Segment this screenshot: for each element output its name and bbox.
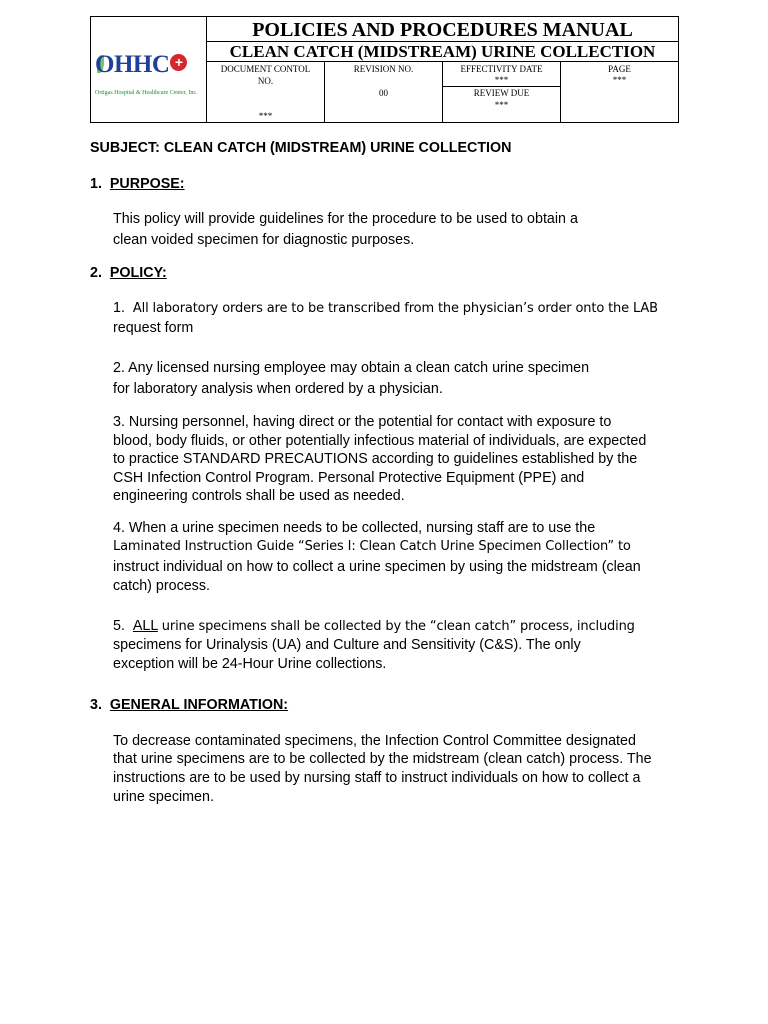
item-number: 1. xyxy=(113,300,125,316)
doc-control-label: DOCUMENT CONTOL xyxy=(220,64,311,74)
policy-item-1-cont: request form xyxy=(113,320,194,336)
section-number: 3. xyxy=(90,697,102,713)
page-label: PAGE xyxy=(608,64,631,74)
section-title: PURPOSE: xyxy=(109,176,185,192)
section-title: GENERAL INFORMATION: xyxy=(109,697,289,713)
section-number: 1. xyxy=(90,176,102,192)
policy-item-4-line-2: Laminated Instruction Guide “Series I: Clean Catch Urine Specimen Collection” to xyxy=(113,539,631,554)
purpose-line-2: clean voided specimen for diagnostic purposes. xyxy=(113,232,415,248)
general-line-3: instructions are to be used by nursing staff to instruct individuals on how to collect a xyxy=(113,770,641,786)
general-line-4: urine specimen. xyxy=(113,789,214,805)
review-value: *** xyxy=(494,100,509,110)
item-text: All laboratory orders are to be transcribed from the physician’s order onto the LAB xyxy=(132,301,658,316)
policy-item-2: 2. Any licensed nursing employee may obtain a clean catch urine specimen xyxy=(113,360,590,376)
policy-item-3-line-5: engineering controls shall be used as needed. xyxy=(113,488,405,504)
policy-item-3-line-4: CSH Infection Control Program. Personal Protective Equipment (PPE) and xyxy=(113,470,585,486)
doc-control-value: *** xyxy=(258,111,273,121)
general-line-2: that urine specimens are to be collected by the midstream (clean catch) process. The xyxy=(113,751,652,767)
red-cross-icon: + xyxy=(170,54,187,71)
item-text: urine specimens shall be collected by the “clean catch” process, including xyxy=(161,619,635,634)
policy-item-5 xyxy=(113,617,679,637)
manual-title: POLICIES AND PROCEDURES MANUAL xyxy=(252,19,633,41)
doc-control-cell xyxy=(207,62,325,122)
logo-tagline: Ortigas Hospital & Healthcare Center, Inc. xyxy=(95,90,198,96)
policy-heading xyxy=(90,264,167,283)
page-value: *** xyxy=(612,75,627,85)
page-cell xyxy=(561,62,678,122)
effectivity-value: *** xyxy=(494,75,509,85)
general-info-heading xyxy=(90,696,288,715)
policy-item-5-line-3: exception will be 24-Hour Urine collections. xyxy=(113,656,387,672)
document-header-table xyxy=(90,16,679,123)
policy-item-1 xyxy=(113,299,679,319)
policy-item-3-line-3: to practice STANDARD PRECAUTIONS according to guidelines established by the xyxy=(113,451,638,467)
policy-item-4-line-4: catch) process. xyxy=(113,578,210,594)
policy-item-5-line-2: specimens for Urinalysis (UA) and Culture and Sensitivity (C&S). The only xyxy=(113,637,581,653)
policy-item-4: 4. When a urine specimen needs to be collected, nursing staff are to use the xyxy=(113,520,596,536)
revision-value: 00 xyxy=(379,88,388,98)
section-title: POLICY: xyxy=(109,265,167,281)
policy-item-4-line-3: instruct individual on how to collect a urine specimen by using the midstream (clean xyxy=(113,559,641,575)
revision-cell xyxy=(325,62,443,122)
revision-label: REVISION NO. xyxy=(353,64,414,74)
logo xyxy=(91,17,207,122)
policy-item-2-cont: for laboratory analysis when ordered by a physician. xyxy=(113,381,443,397)
purpose-heading xyxy=(90,175,185,194)
purpose-line-1: This policy will provide guidelines for the procedure to be used to obtain a xyxy=(113,211,578,227)
effectivity-label: EFFECTIVITY DATE xyxy=(460,64,543,74)
section-number: 2. xyxy=(90,265,102,281)
effectivity-cell xyxy=(443,62,561,122)
general-line-1: To decrease contaminated specimens, the Infection Control Committee designated xyxy=(113,733,636,749)
logo-text: OHHC xyxy=(95,51,170,78)
policy-item-3-line-2: blood, body fluids, or other potentially infectious material of individuals, are expected xyxy=(113,433,647,449)
emphasis-all: ALL xyxy=(132,618,158,634)
subject-line: SUBJECT: CLEAN CATCH (MIDSTREAM) URINE COLLECTION xyxy=(90,140,512,156)
policy-item-3: 3. Nursing personnel, having direct or the potential for contact with exposure to xyxy=(113,414,612,430)
item-number: 5. xyxy=(113,618,125,634)
review-label: REVIEW DUE xyxy=(473,88,530,98)
doc-control-label-2: NO. xyxy=(257,76,274,86)
document-subtitle: CLEAN CATCH (MIDSTREAM) URINE COLLECTION xyxy=(207,41,678,62)
